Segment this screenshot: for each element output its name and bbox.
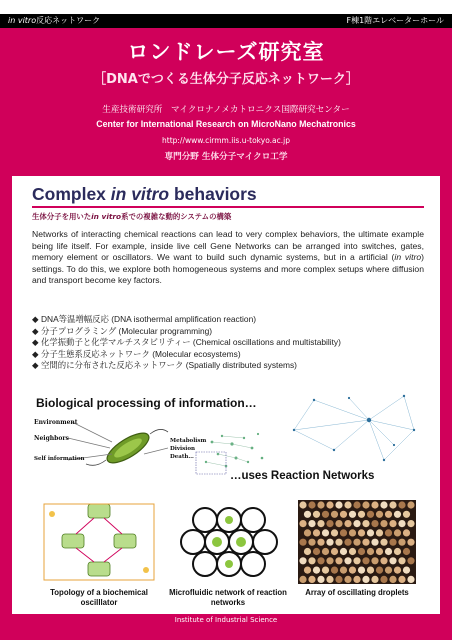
droplet bbox=[331, 529, 338, 536]
diamond-bullet-icon: ◆ bbox=[32, 360, 39, 371]
droplet bbox=[308, 557, 315, 564]
topic-list bbox=[32, 314, 424, 372]
droplet bbox=[362, 557, 369, 564]
droplet bbox=[304, 511, 311, 518]
section-title: Complex in vitro behaviors bbox=[32, 184, 257, 204]
droplet bbox=[313, 511, 320, 518]
droplet bbox=[340, 511, 347, 518]
droplet bbox=[376, 511, 383, 518]
figure-heading-2: …uses Reaction Networks bbox=[230, 470, 375, 482]
droplet bbox=[371, 520, 378, 527]
droplet bbox=[362, 576, 369, 583]
droplet bbox=[398, 539, 405, 546]
droplet bbox=[371, 539, 378, 546]
header-banner bbox=[0, 28, 452, 176]
cell-label-death: Death… bbox=[170, 454, 194, 460]
droplet bbox=[385, 567, 392, 574]
list-item: ◆ DNA等温増幅反応 (DNA isothermal amplification reaction) bbox=[32, 314, 257, 324]
droplet bbox=[299, 501, 306, 508]
droplet bbox=[394, 548, 401, 555]
diamond-bullet-icon: ◆ bbox=[32, 348, 39, 359]
droplet bbox=[308, 520, 315, 527]
droplet bbox=[344, 501, 351, 508]
droplet bbox=[317, 520, 324, 527]
droplet bbox=[326, 520, 333, 527]
droplet bbox=[344, 557, 351, 564]
lab-url[interactable]: http://www.cirmm.iis.u-tokyo.ac.jp bbox=[162, 136, 290, 145]
institute-name: 生産技術研究所 マイクロナノメカトロニクス国際研究センター bbox=[102, 105, 350, 115]
list-item: ◆ 化学振動子と化学マルチスタビリティー (Chemical oscillations and multistability) bbox=[32, 337, 341, 348]
droplet bbox=[398, 576, 405, 583]
droplet bbox=[362, 501, 369, 508]
droplet bbox=[389, 557, 396, 564]
droplet-array-image bbox=[298, 500, 416, 584]
droplet bbox=[353, 557, 360, 564]
content-panel bbox=[12, 176, 440, 614]
cell-illustration bbox=[32, 412, 207, 482]
droplet bbox=[331, 567, 338, 574]
droplet bbox=[389, 501, 396, 508]
lab-subtitle: ［DNAでつくる生体分子反応ネットワーク］ bbox=[93, 72, 359, 87]
droplet bbox=[335, 501, 342, 508]
droplet bbox=[371, 557, 378, 564]
droplet bbox=[394, 529, 401, 536]
figure-heading: Biological processing of information… bbox=[36, 396, 257, 410]
droplet bbox=[344, 520, 351, 527]
droplet bbox=[403, 567, 410, 574]
section-divider bbox=[32, 206, 424, 208]
topbar-left: in vitro反応ネットワーク bbox=[8, 16, 101, 25]
research-field: 専門分野 生体分子マイクロ工学 bbox=[164, 152, 288, 162]
section-subtitle: 生体分子を用いたin vitro系での複雑な動的システムの構築 bbox=[32, 212, 232, 221]
droplet bbox=[380, 576, 387, 583]
droplet bbox=[299, 539, 306, 546]
droplet bbox=[340, 567, 347, 574]
oscillator-topology-image bbox=[40, 500, 158, 584]
diamond-bullet-icon: ◆ bbox=[32, 314, 39, 324]
droplet bbox=[398, 520, 405, 527]
droplet bbox=[317, 557, 324, 564]
caption-microfluidic: Microfluidic network of reaction networks bbox=[169, 588, 287, 607]
droplet bbox=[380, 501, 387, 508]
droplet bbox=[349, 529, 356, 536]
droplet bbox=[376, 548, 383, 555]
droplet bbox=[349, 511, 356, 518]
droplet bbox=[317, 501, 324, 508]
droplet bbox=[389, 520, 396, 527]
droplet bbox=[308, 501, 315, 508]
droplet bbox=[385, 529, 392, 536]
droplet bbox=[376, 529, 383, 536]
droplet bbox=[326, 501, 333, 508]
droplet bbox=[326, 557, 333, 564]
footer-institute: Institute of Industrial Science bbox=[174, 616, 278, 624]
droplet bbox=[340, 548, 347, 555]
droplet bbox=[299, 576, 306, 583]
droplet bbox=[385, 511, 392, 518]
center-name-en: Center for International Research on MicroNano Mechatronics bbox=[96, 119, 356, 129]
droplet bbox=[367, 548, 374, 555]
droplet bbox=[403, 511, 410, 518]
droplet bbox=[322, 548, 329, 555]
droplet bbox=[367, 511, 374, 518]
topbar-location: F棟1階エレベーターホール bbox=[346, 16, 444, 25]
droplet bbox=[335, 520, 342, 527]
droplet bbox=[317, 576, 324, 583]
droplet bbox=[407, 501, 414, 508]
droplet bbox=[313, 567, 320, 574]
droplet bbox=[358, 511, 365, 518]
droplet bbox=[326, 539, 333, 546]
frame-right bbox=[440, 176, 452, 624]
droplet bbox=[407, 557, 414, 564]
droplet bbox=[344, 539, 351, 546]
droplet bbox=[308, 539, 315, 546]
droplet bbox=[322, 511, 329, 518]
droplet bbox=[304, 548, 311, 555]
droplet bbox=[358, 567, 365, 574]
droplet bbox=[353, 539, 360, 546]
droplet bbox=[407, 520, 414, 527]
droplet bbox=[317, 539, 324, 546]
droplet bbox=[403, 548, 410, 555]
droplet bbox=[349, 567, 356, 574]
droplet bbox=[304, 567, 311, 574]
top-strip bbox=[0, 14, 452, 28]
droplet bbox=[389, 576, 396, 583]
cell-label-environment: Environment bbox=[34, 419, 78, 426]
caption-oscillator: Topology of a biochemical oscilllator bbox=[50, 588, 148, 607]
droplet bbox=[376, 567, 383, 574]
footer-bar bbox=[0, 614, 452, 640]
droplet bbox=[398, 501, 405, 508]
droplet bbox=[358, 529, 365, 536]
droplet bbox=[380, 520, 387, 527]
droplet bbox=[353, 501, 360, 508]
droplet bbox=[398, 557, 405, 564]
droplet bbox=[367, 567, 374, 574]
list-item: ◆ 空間的に分布された反応ネットワーク (Spatially distributed systems) bbox=[32, 360, 297, 371]
droplet bbox=[371, 501, 378, 508]
reaction-network-image bbox=[274, 390, 424, 470]
droplet bbox=[380, 557, 387, 564]
droplet bbox=[322, 567, 329, 574]
droplet bbox=[380, 539, 387, 546]
droplet bbox=[353, 520, 360, 527]
droplet bbox=[331, 511, 338, 518]
droplet bbox=[367, 529, 374, 536]
diamond-bullet-icon: ◆ bbox=[32, 325, 39, 336]
droplet bbox=[322, 529, 329, 536]
droplet bbox=[358, 548, 365, 555]
droplet bbox=[313, 548, 320, 555]
lab-title: ロンドレーズ研究室 bbox=[127, 40, 325, 64]
droplet bbox=[407, 576, 414, 583]
droplet bbox=[313, 529, 320, 536]
droplet bbox=[389, 539, 396, 546]
droplet bbox=[385, 548, 392, 555]
droplet bbox=[299, 520, 306, 527]
droplet bbox=[407, 539, 414, 546]
list-item: ◆ 分子プログラミング (Molecular programming) bbox=[32, 325, 213, 336]
droplet bbox=[326, 576, 333, 583]
intro-paragraph: Networks of interacting chemical reactions can lead to very complex behaviors, the ultimate example being life itself. For example, inside live cell Gene Networks can be arranged into switches, gates, memory element or oscillators. We want to build such dynamic systems, but in a artificial (in vitro) settings. To do this, we explore both homogeneous systems and more complex setups where diffusion and transport become key factors. bbox=[32, 229, 424, 286]
droplet bbox=[353, 576, 360, 583]
droplet bbox=[344, 576, 351, 583]
droplet bbox=[403, 529, 410, 536]
microfluidic-network-image bbox=[169, 500, 287, 584]
droplet bbox=[340, 529, 347, 536]
droplet bbox=[362, 539, 369, 546]
diamond-bullet-icon: ◆ bbox=[32, 337, 39, 348]
cell-label-neighbors: Neighbors bbox=[34, 435, 69, 442]
list-item: ◆ 分子生態系反応ネットワーク (Molecular ecosystems) bbox=[32, 348, 241, 359]
droplet bbox=[394, 511, 401, 518]
droplet bbox=[335, 539, 342, 546]
frame-left bbox=[0, 176, 12, 624]
droplet bbox=[349, 548, 356, 555]
droplet bbox=[335, 576, 342, 583]
droplet bbox=[299, 557, 306, 564]
droplet bbox=[371, 576, 378, 583]
cell-label-metabolism: Metabolism bbox=[170, 438, 207, 444]
droplet bbox=[331, 548, 338, 555]
droplet bbox=[362, 520, 369, 527]
droplet bbox=[394, 567, 401, 574]
droplet bbox=[304, 529, 311, 536]
caption-droplets: Array of oscillating droplets bbox=[305, 588, 409, 597]
cell-label-division: Division bbox=[170, 446, 195, 452]
droplet bbox=[335, 557, 342, 564]
droplet bbox=[308, 576, 315, 583]
cell-label-self: Self information bbox=[34, 456, 85, 462]
